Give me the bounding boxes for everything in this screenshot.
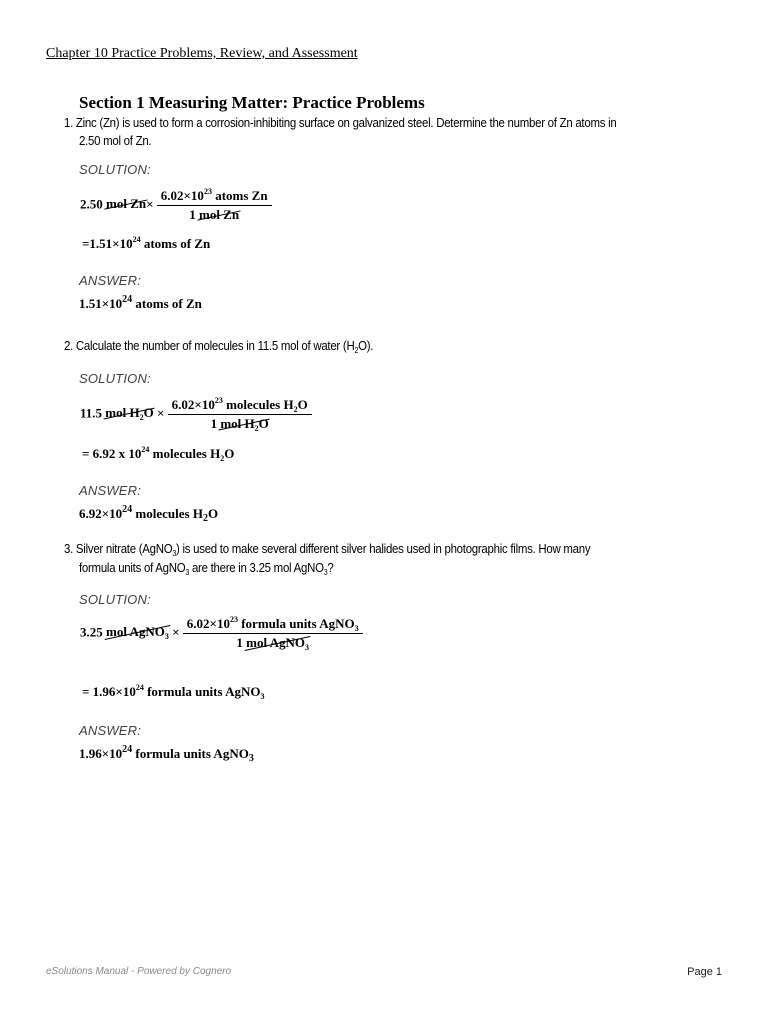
- fraction-numerator: $6.02\times 10^{23}$ atoms Zn: [160, 187, 268, 203]
- problem-1-text-line1: [64, 115, 616, 130]
- given-value: 3.25: [80, 624, 103, 640]
- solution-label: SOLUTION:: [79, 592, 151, 607]
- problem-2-result: = 6.92 x $10^{24}$ molecules $H_2O$: [82, 445, 235, 463]
- answer-label: ANSWER:: [79, 483, 142, 498]
- conversion-fraction: [168, 397, 312, 432]
- problem-2-text: 2. Calculate the number of molecules in 11.5 mol of water $(H_2O)$.: [64, 338, 374, 355]
- section-title: Section 1 Measuring Matter: Practice Problems: [79, 93, 425, 112]
- problem-1-answer: $1.51\times 10^{24}$ atoms of Zn: [79, 294, 202, 311]
- given-value: 2.50: [80, 196, 103, 212]
- problem-number: 3.: [64, 541, 74, 556]
- answer-label: ANSWER:: [79, 273, 142, 288]
- fraction-numerator: $6.02\times 10^{23}$ formula units AgNO$_3$: [186, 615, 359, 633]
- answer-label: ANSWER:: [79, 723, 142, 738]
- problem-text: Zinc (Zn) is used to form a corrosion-inhibiting surface on galvanized steel. Determine the number of Zn atoms in: [75, 115, 617, 130]
- times-sign: ×: [146, 196, 154, 212]
- solution-label: SOLUTION:: [79, 162, 151, 177]
- fraction-denominator: 1 mol AgNO$_3$: [236, 635, 310, 652]
- fraction-numerator: $6.02\times 10^{23}$ molecules $H_2O$: [171, 396, 308, 414]
- problem-3-solution-equation: [80, 616, 363, 651]
- problem-number: 2.: [64, 338, 74, 353]
- given-value: 11.5: [80, 405, 103, 421]
- problem-3-result: = $1.96\times 10^{24}$ formula units AgNO$_3$: [82, 683, 265, 701]
- fraction-denominator: 1 mol $H_2O$: [210, 416, 269, 433]
- problem-3-answer: $1.96\times 10^{24}$ formula units AgNO$_3$: [79, 744, 254, 764]
- solution-label: SOLUTION:: [79, 371, 151, 386]
- problem-3-text-line1: 3. Silver nitrate (AgNO$_3$) is used to make several different silver halides used in photographic films. How many: [64, 541, 591, 558]
- conversion-fraction: [157, 188, 272, 223]
- problem-1-result: $=1.51\times 10^{24}$ atoms of Zn: [82, 235, 211, 251]
- problem-1-text-line2: 2.50 mol of Zn.: [79, 133, 152, 148]
- problem-3-text-line2: formula units of AgNO$_3$ are there in 3.25 mol AgNO$_3$?: [79, 560, 334, 577]
- times-sign: ×: [172, 624, 180, 640]
- problem-2-answer: $6.92\times 10^{24}$ molecules $H_2O$: [79, 504, 219, 524]
- problem-1-solution-equation: [80, 188, 272, 223]
- problem-number: 1.: [64, 115, 74, 130]
- cancelled-unit: mol Zn: [106, 196, 147, 212]
- page-number: Page 1: [687, 966, 722, 978]
- chapter-title: Chapter 10 Practice Problems, Review, and Assessment: [46, 46, 358, 61]
- footer-credit: eSolutions Manual - Powered by Cognero: [46, 966, 232, 977]
- cancelled-unit: mol $H_2O$: [105, 405, 154, 423]
- problem-2-solution-equation: [80, 397, 312, 432]
- conversion-fraction: [183, 616, 363, 651]
- cancelled-unit: mol AgNO$_3$: [106, 624, 169, 642]
- times-sign: ×: [156, 405, 165, 421]
- fraction-denominator: 1 mol Zn: [189, 207, 240, 222]
